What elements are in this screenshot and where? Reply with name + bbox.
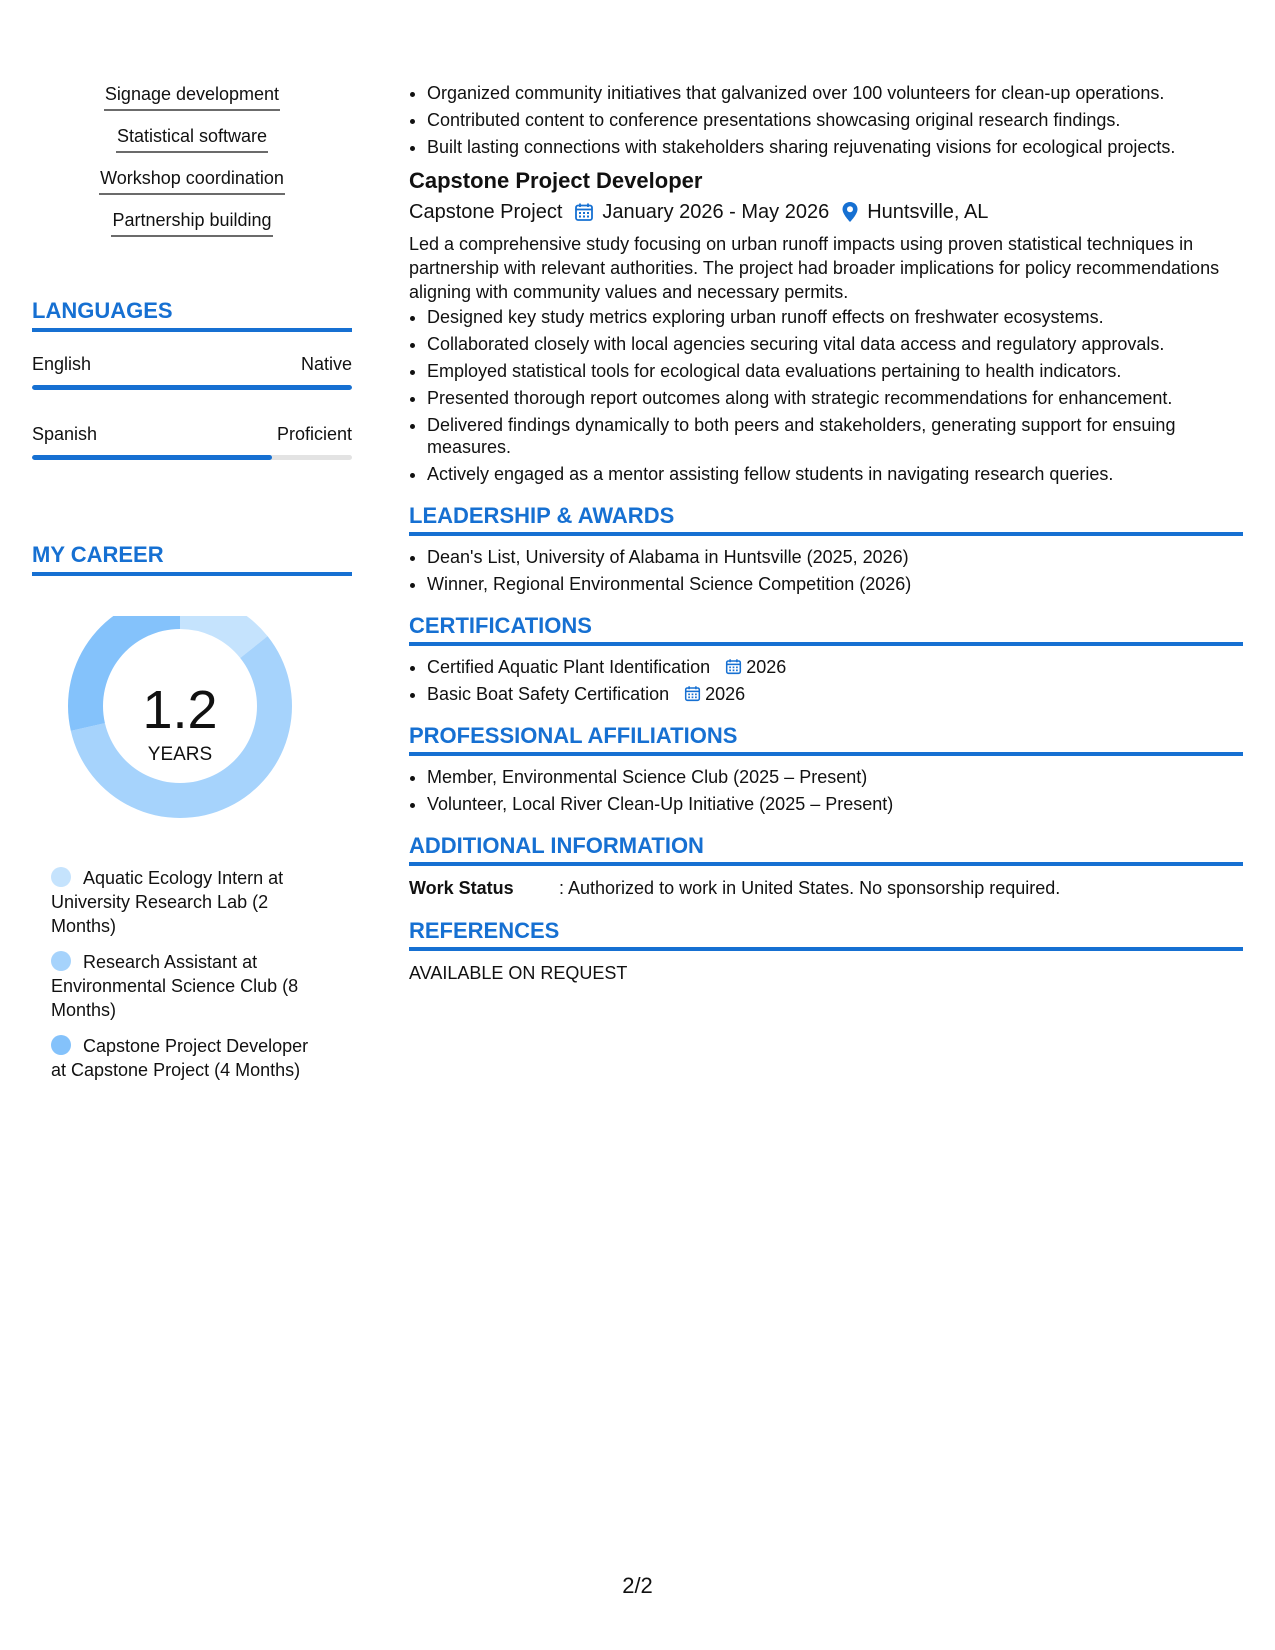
certification-item [427, 656, 1243, 678]
bullet-item: • Employed statistical tools for ecological data evaluations pertaining to health indicators. [427, 360, 1243, 382]
leadership-heading: LEADERSHIP & AWARDS [409, 503, 1243, 536]
bullet-item: • Built lasting connections with stakeholders sharing rejuvenating visions for ecological projects. [427, 136, 1243, 158]
career-donut-svg [32, 616, 352, 866]
career-legend-item [51, 950, 321, 1022]
language-name: English [32, 354, 92, 374]
bullet-item: • Dean's List, University of Alabama in Huntsville (2025, 2026) [427, 546, 1243, 568]
skill-item: Signage development [104, 82, 280, 111]
legend-label: Aquatic Ecology Intern at University Research Lab (2 Months) [51, 868, 284, 936]
affiliations-heading: PROFESSIONAL AFFILIATIONS [409, 723, 1243, 756]
certifications-heading: CERTIFICATIONS [409, 613, 1243, 646]
career-heading: MY CAREER [32, 542, 352, 576]
bullet-item: • Designed key study metrics exploring urban runoff effects on freshwater ecosystems. [427, 306, 1243, 328]
career-donut-chart [32, 616, 352, 866]
certification-item [427, 683, 1243, 705]
legend-label: Research Assistant at Environmental Science Club (8 Months) [51, 952, 299, 1020]
language-item [32, 332, 352, 402]
bullet-item: • Actively engaged as a mentor assisting fellow students in navigating research queries. [427, 463, 1243, 485]
calendar-icon [574, 202, 594, 222]
language-item [32, 402, 352, 472]
bullet-item: • Delivered findings dynamically to both peers and stakeholders, generating support for ensuing measures. [427, 414, 1243, 458]
calendar-icon [725, 656, 746, 678]
language-bar-fill [32, 385, 352, 390]
languages-heading: LANGUAGES [32, 298, 352, 332]
references-text: AVAILABLE ON REQUEST [409, 963, 628, 983]
location-pin-icon [841, 201, 859, 223]
legend-dot [51, 867, 71, 887]
work-status-label: Work Status [409, 878, 514, 898]
job-title: Capstone Project Developer [409, 168, 703, 193]
page-number: 2/2 [622, 1573, 653, 1598]
legend-dot [51, 951, 71, 971]
career-legend-item [51, 866, 321, 938]
affiliations-list [409, 766, 1243, 815]
skill-item: Workshop coordination [99, 166, 285, 195]
language-level: Native [300, 354, 352, 374]
language-level: Proficient [276, 424, 352, 444]
right-column [409, 82, 1243, 985]
bullet-item: • Winner, Regional Environmental Science Competition (2026) [427, 573, 1243, 595]
bullet-item: • Collaborated closely with local agencies securing vital data access and regulatory approvals. [427, 333, 1243, 355]
leadership-list [409, 546, 1243, 595]
skills-list [32, 82, 352, 250]
language-bar [32, 455, 352, 460]
career-legend-item [51, 1034, 321, 1082]
certification-year: 2026 [746, 657, 787, 677]
job-bullets [409, 306, 1243, 485]
legend-label: Capstone Project Developer at Capstone Project (4 Months) [51, 1036, 309, 1080]
career-total-unit: YEARS [147, 744, 213, 765]
career-total-value: 1.2 [142, 680, 218, 740]
references-heading: REFERENCES [409, 918, 1243, 951]
additional-info-heading: ADDITIONAL INFORMATION [409, 833, 1243, 866]
work-status-value: : Authorized to work in United States. No sponsorship required. [559, 878, 1061, 898]
language-name: Spanish [32, 424, 98, 444]
certification-name: Certified Aquatic Plant Identification [427, 657, 711, 677]
bullet-item: • Volunteer, Local River Clean-Up Initiative (2025 – Present) [427, 793, 1243, 815]
language-bar [32, 385, 352, 390]
previous-job-bullets [409, 82, 1243, 158]
work-status-row [409, 876, 1243, 900]
job-location: Huntsville, AL [867, 201, 989, 223]
job-meta [409, 199, 1243, 225]
skill-item: Statistical software [116, 124, 268, 153]
skill-item: Partnership building [111, 208, 272, 237]
job-company: Capstone Project [409, 201, 563, 223]
certification-name: Basic Boat Safety Certification [427, 684, 670, 704]
career-legend [32, 866, 352, 1082]
certification-year: 2026 [705, 684, 746, 704]
job-dates: January 2026 - May 2026 [602, 201, 830, 223]
legend-dot [51, 1035, 71, 1055]
bullet-item: • Presented thorough report outcomes along with strategic recommendations for enhancement. [427, 387, 1243, 409]
job-description: Led a comprehensive study focusing on urban runoff impacts using proven statistical techniques in partnership with relevant authorities. The project had broader implications for policy recommendations aligning with community values and necessary permits. [409, 234, 1220, 302]
certifications-list [409, 656, 1243, 705]
bullet-item: • Contributed content to conference presentations showcasing original research findings. [427, 109, 1243, 131]
language-bar-fill [32, 455, 272, 460]
calendar-icon [684, 683, 705, 705]
left-column [32, 82, 352, 1094]
bullet-item: • Member, Environmental Science Club (2025 – Present) [427, 766, 1243, 788]
bullet-item: • Organized community initiatives that galvanized over 100 volunteers for clean-up operations. [427, 82, 1243, 104]
